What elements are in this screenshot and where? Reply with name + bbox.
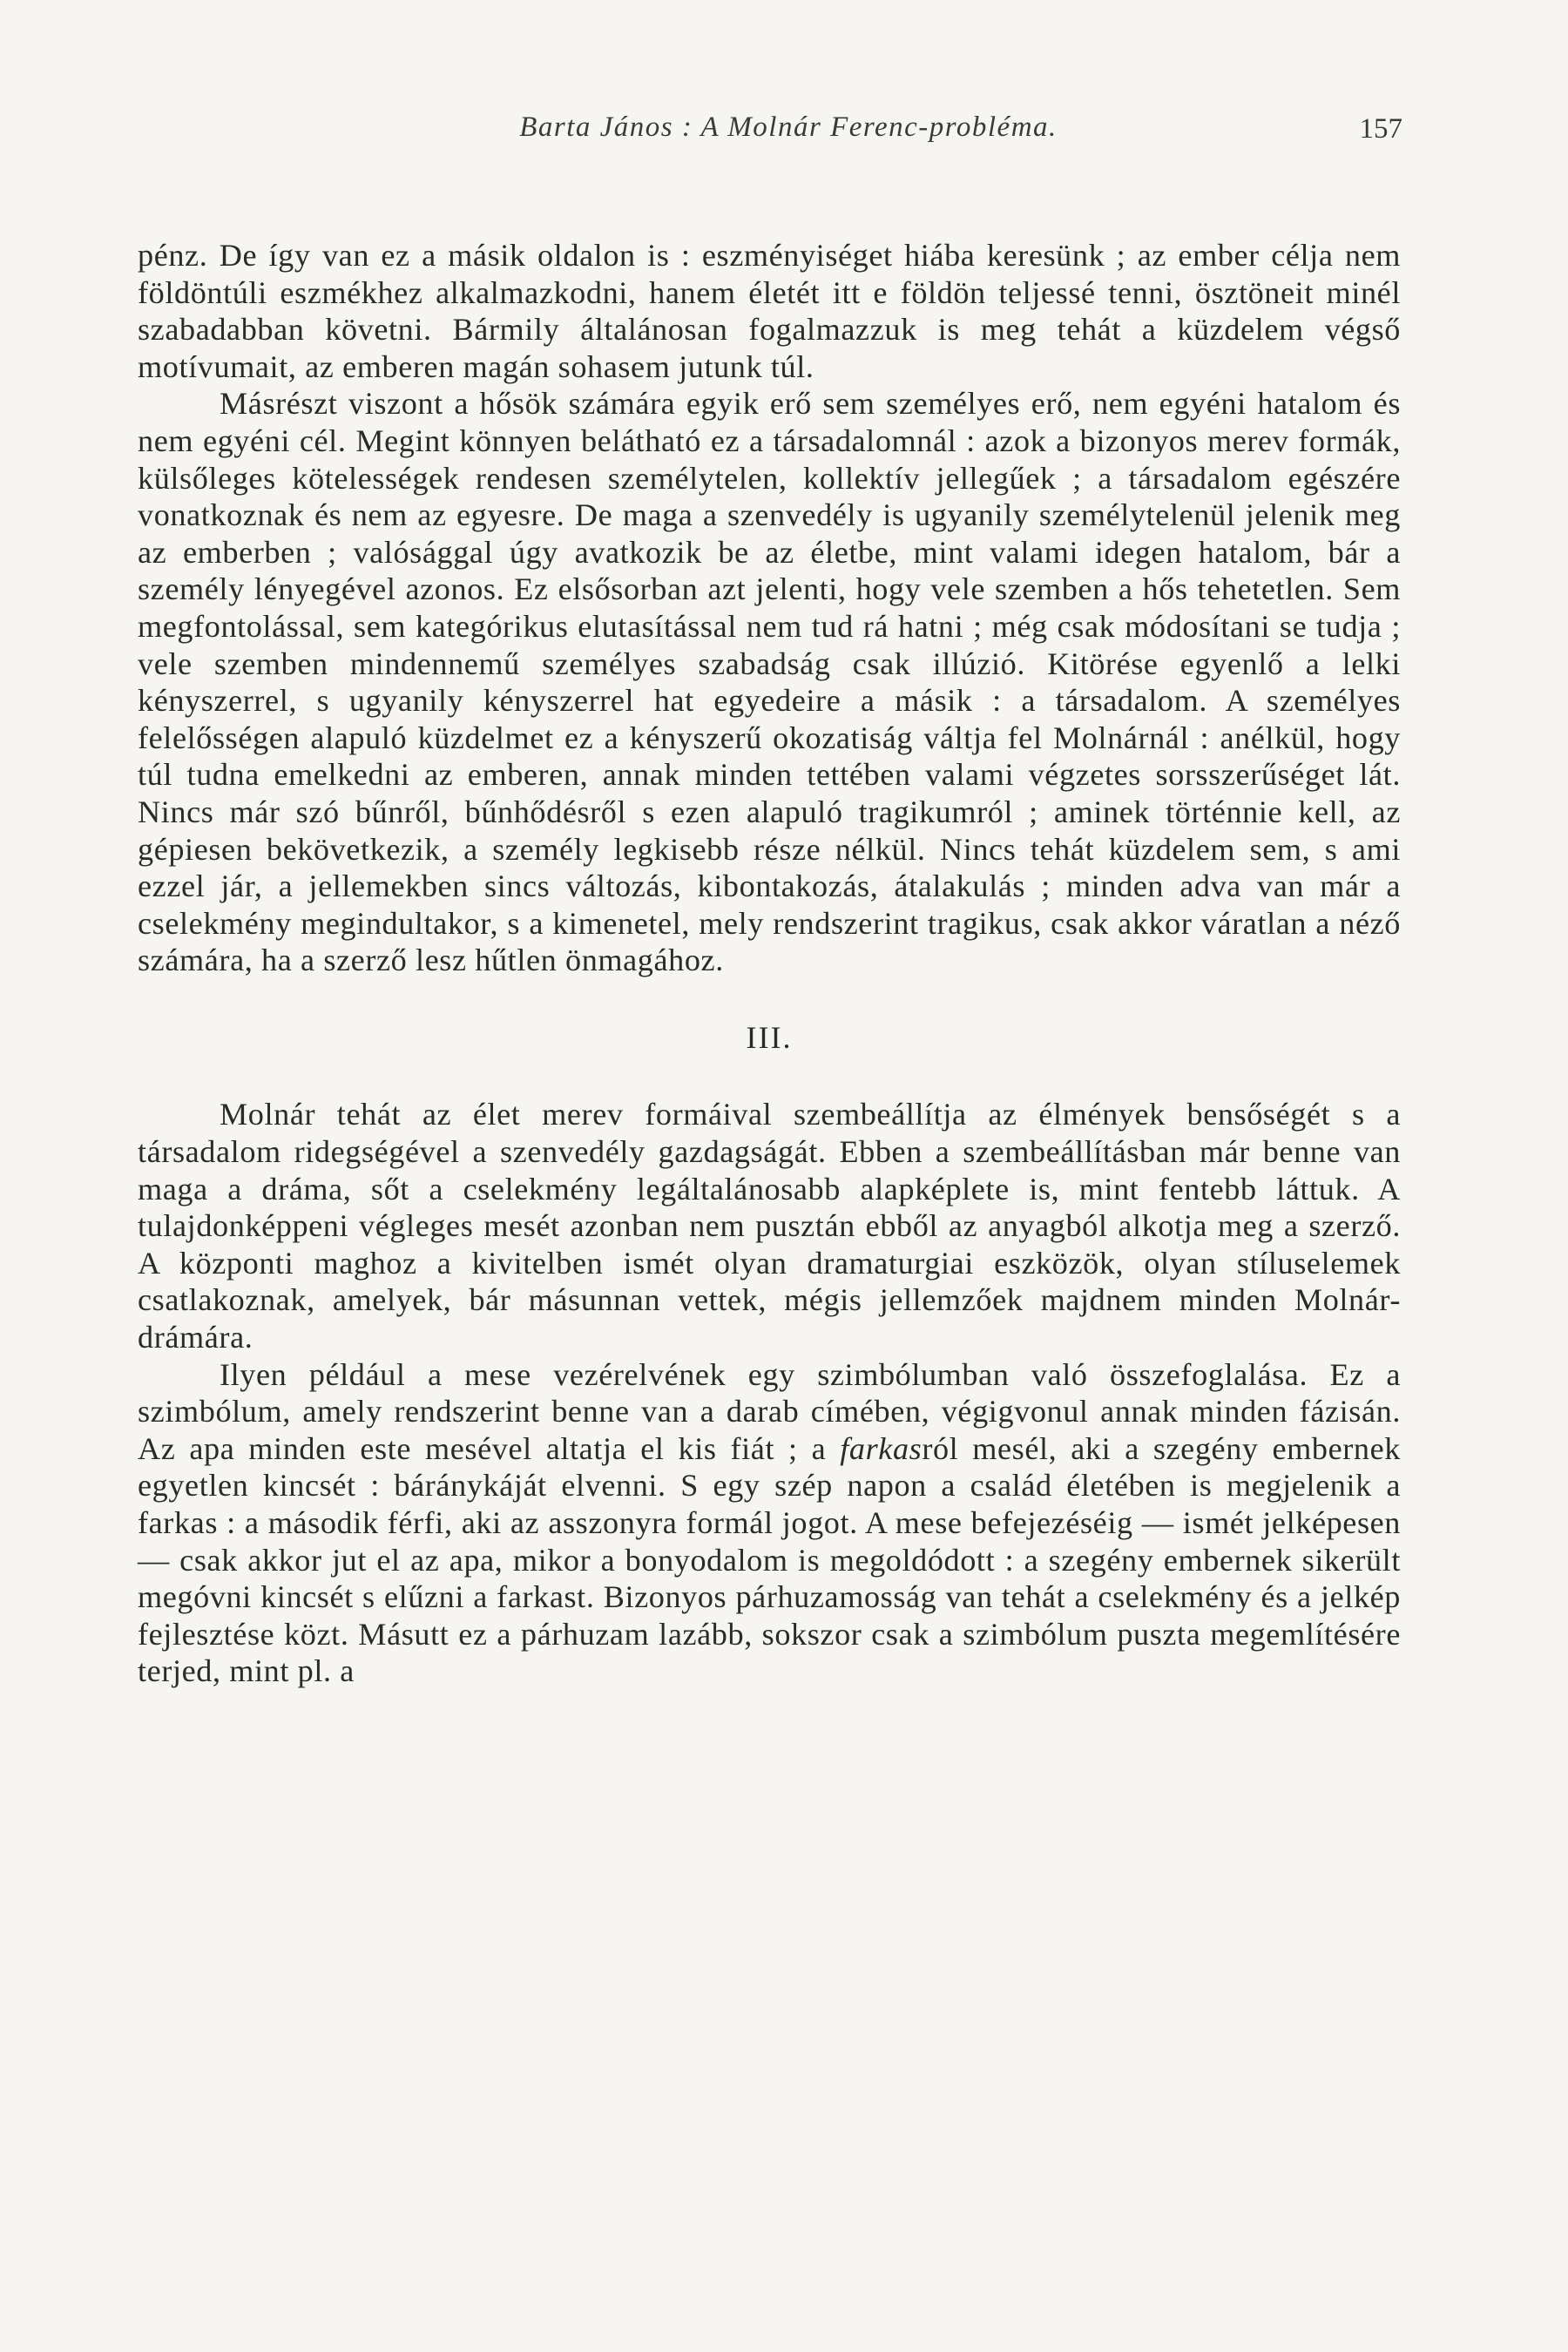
- paragraph: [138, 1356, 1401, 1690]
- running-title: Barta János : A Molnár Ferenc-probléma.: [519, 112, 1058, 143]
- section-heading: III.: [746, 1019, 793, 1055]
- paragraph-text-part: ról mesél, aki a szegény embernek egyetlen kincsét : báránykáját elvenni. S egy szép napon a család életében is megjelenik a farkas : a második férfi, aki az asszonyra formál jogot. A mese befejezéséig — ismét jelképesen — csak akkor jut el az apa, mikor a bonyodalom is megoldódott : a szegény embernek sikerült megóvni kincsét s elűzni a farkast. Bizonyos párhuzamosság van tehát a cselekmény és a jelkép fejlesztése közt. Másutt ez a párhuzam lazább, sokszor csak a szimbólum puszta megemlítésére terjed, mint pl. a: [138, 1430, 1401, 1689]
- paragraph: Másrészt viszont a hősök számára egyik erő sem személyes erő, nem egyéni hatalom és nem egyéni cél. Megint könnyen belátható ez a társadalomnál : azok a bizonyos merev formák, külsőleges kötelességek rendesen személytelen, kollektív jellegűek ; a társadalom egészére vonatkoznak és nem az egyesre. De maga a szenvedély is ugyanily személytelenül jelenik meg az emberben ; valósággal úgy avatkozik be az életbe, mint valami idegen hatalom, bár a személy lényegével azonos. Ez elsősorban azt jelenti, hogy vele szemben a hős tehetetlen. Sem megfontolással, sem kategórikus elutasítással nem tud rá hatni ; még csak módosítani se tudja ; vele szemben mindennemű személyes szabadság csak illúzió. Kitörése egyenlő a lelki kényszerrel, s ugyanily kényszerrel hat egyedeire a másik : a társadalom. A személyes felelősségen alapuló küzdelmet ez a kényszerű okozatiság váltja fel Molnárnál : anélkül, hogy túl tudna emelkedni az emberen, annak minden tettében valami végzetes sorsszerűséget lát. Nincs már szó bűnről, bűnhődésről s ezen alapuló tragikumról ; aminek történnie kell, az gépiesen bekövetkezik, a személy legkisebb része nélkül. Nincs tehát küzdelem sem, s ami ezzel jár, a jellemekben sincs változás, kibontakozás, átalakulás ; minden adva van már a cselekmény megindultakor, s a kimenetel, mely rendszerint tragikus, csak akkor váratlan a néző számára, ha a szerző lesz hűtlen önmagához.: [138, 386, 1401, 978]
- body-text: [138, 237, 1401, 1690]
- italic-word: farkas: [840, 1430, 923, 1466]
- paragraph-text-part: Ilyen például a mese vezérelvének egy szimbólumban való összefoglalása. Ez a szimbólum, amely rendszerint benne van a darab címében, végigvonul annak minden fázisán. Az apa minden este mesével altatja el kis fiát ; a: [138, 1356, 1401, 1466]
- running-head: [174, 112, 1402, 155]
- paragraph: Molnár tehát az élet merev formáival szembeállítja az élmények bensőségét s a társadalom ridegségével a szenvedély gazdagságát. Ebben a szembeállításban már benne van maga a dráma, sőt a cselekmény legáltalánosabb alapképlete is, mint fentebb láttuk. A tulajdonképpeni végleges mesét azonban nem pusztán ebből az anyagból alkotja meg a szerző. A központi maghoz a kivitelben ismét olyan dramaturgiai eszközök, olyan stíluselemek csatlakoznak, amelyek, bár másunnan vettek, mégis jellemzőek majdnem minden Molnár-drámára.: [138, 1097, 1401, 1355]
- paragraph-continuation: pénz. De így van ez a másik oldalon is : eszményiséget hiába keresünk ; az ember célja nem földöntúli eszmékhez alkalmazkodni, hanem életét itt e földön teljessé tenni, ösztöneit minél szabadabban követni. Bármily általánosan fogalmazzuk is meg tehát a küzdelem végső motívumait, az emberen magán sohasem jutunk túl.: [138, 238, 1401, 384]
- page-number: 157: [1359, 113, 1402, 145]
